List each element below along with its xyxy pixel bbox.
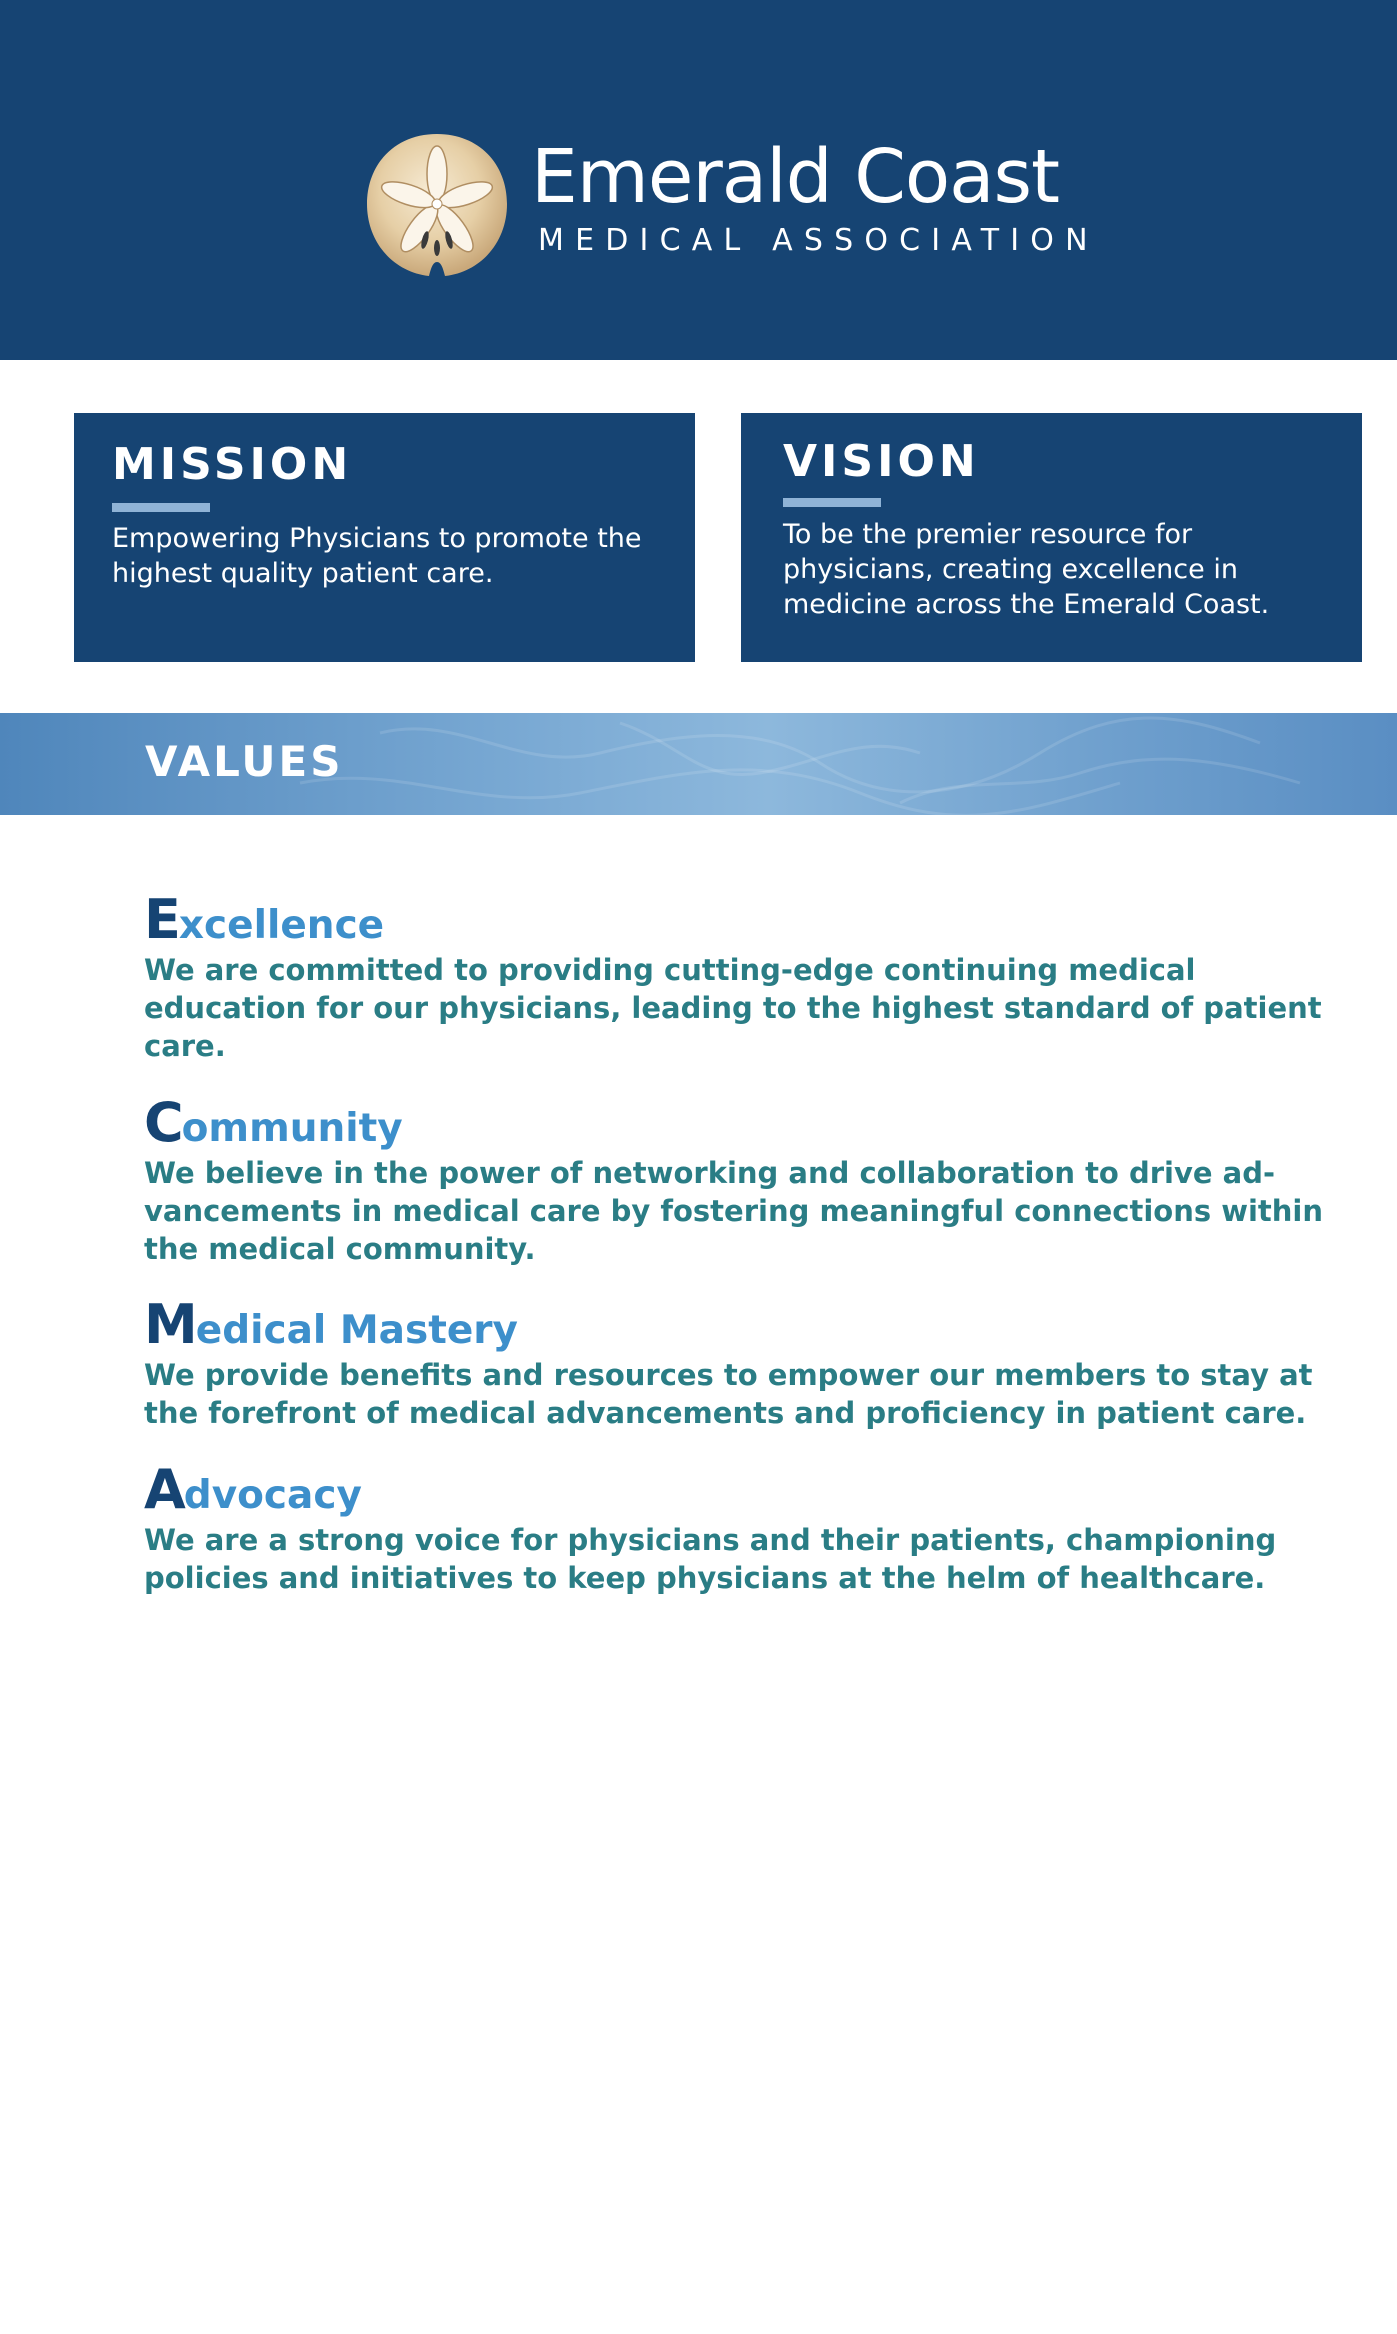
value-heading xyxy=(144,1091,1324,1154)
value-advocacy xyxy=(144,1458,1324,1597)
value-heading-rest: dvocacy xyxy=(183,1473,362,1518)
value-community xyxy=(144,1091,1324,1268)
value-heading-rest: ommunity xyxy=(181,1106,403,1151)
value-initial: A xyxy=(144,1458,184,1521)
values-banner xyxy=(0,713,1397,815)
mission-box xyxy=(74,413,695,662)
values-title: VALUES xyxy=(145,737,344,786)
value-excellence xyxy=(144,888,1324,1065)
value-heading-rest: edical Mastery xyxy=(195,1308,518,1353)
value-heading-rest: xcellence xyxy=(178,903,385,948)
value-heading xyxy=(144,888,1324,951)
header-banner xyxy=(0,0,1397,360)
value-initial: M xyxy=(144,1293,196,1356)
sand-dollar-icon xyxy=(363,130,511,278)
value-medical-mastery xyxy=(144,1293,1324,1432)
value-description: We are a strong voice for physicians and their patients, championing policies and initiatives to keep physicians at the helm of healthcare. xyxy=(144,1523,1277,1595)
vision-title: VISION xyxy=(783,436,980,487)
logo-subtitle: MEDICAL ASSOCIATION xyxy=(538,223,1099,258)
value-description: We believe in the power of networking and collaboration to drive ad-vancements in medical care by fostering meaningful connections within the medical community. xyxy=(144,1156,1324,1266)
mission-divider xyxy=(112,503,210,512)
mission-text: Empowering Physicians to promote the highest quality patient care. xyxy=(112,523,642,589)
value-description: We are committed to providing cutting-edge continuing medical education for our physicians, leading to the highest standard of patient care. xyxy=(144,953,1322,1063)
vision-box xyxy=(741,413,1362,662)
mission-title: MISSION xyxy=(112,439,353,490)
vision-text: To be the premier resource for physicians, creating excellence in medicine across the Emerald Coast. xyxy=(783,519,1270,620)
value-initial: C xyxy=(144,1091,182,1154)
value-initial: E xyxy=(144,888,179,951)
vision-divider xyxy=(783,498,881,507)
logo-title: Emerald Coast xyxy=(531,134,1060,220)
value-heading xyxy=(144,1458,1324,1521)
value-heading xyxy=(144,1293,1324,1356)
logo xyxy=(363,126,1099,282)
value-description: We provide benefits and resources to empower our members to stay at the forefront of medical advancements and proficiency in patient care. xyxy=(144,1358,1313,1430)
